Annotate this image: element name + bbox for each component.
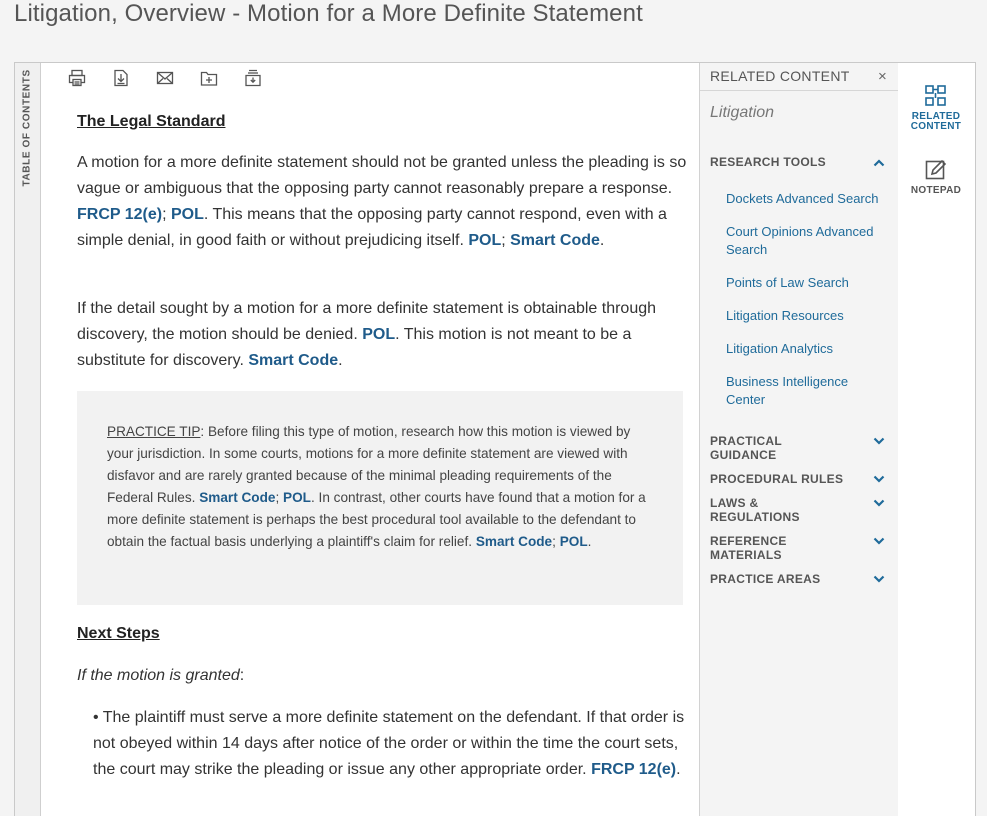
text: If the motion is granted (77, 667, 240, 684)
legal-standard-heading: The Legal Standard (77, 113, 226, 130)
text: . (338, 352, 343, 369)
related-link-business-intelligence-center[interactable]: Business Intelligence Center (726, 374, 849, 407)
text: • The plaintiff must serve a more definite statement on the defendant. If that order is not obeyed within 14 days after notice of the order or within the time the court sets, the court may strike the pleading or issue any other appropriate order. (93, 709, 685, 778)
text: . This motion is not meant to be a substitute for discovery. (77, 326, 632, 369)
email-icon[interactable] (155, 68, 175, 88)
download-icon[interactable] (111, 68, 131, 88)
citation-link[interactable]: POL (468, 232, 502, 249)
section-procedural-rules[interactable]: PROCEDURAL RULES (710, 472, 844, 486)
citation-link[interactable]: Smart Code (199, 490, 276, 505)
section-laws-regulations[interactable]: LAWS & REGULATIONS (710, 496, 800, 524)
related-link-points-of-law-search[interactable]: Points of Law Search (726, 275, 849, 290)
chevron-down-icon[interactable] (872, 534, 886, 548)
text: . In contrast, other courts have found that a motion for a more definite statement is perhaps the best procedural tool available to the defendant to obtain the factual basis underlying a plaintiff's claim for relief. (107, 490, 646, 549)
citation-link[interactable]: POL (559, 534, 588, 549)
chevron-down-icon[interactable] (872, 572, 886, 586)
citation-link[interactable]: FRCP 12(e) (591, 761, 677, 778)
save-icon[interactable] (243, 68, 263, 88)
text: ; (552, 534, 560, 549)
related-content-subtitle: Litigation (710, 104, 775, 121)
tools-rail (898, 63, 974, 816)
related-content-header (700, 63, 898, 91)
page-title: Litigation, Overview - Motion for a More Definite Statement (14, 0, 643, 27)
practice-tip-label: PRACTICE TIP (107, 424, 201, 439)
text: . (676, 761, 681, 778)
citation-link[interactable]: POL (170, 206, 204, 223)
table-of-contents-tab[interactable] (15, 63, 41, 816)
next-steps-heading: Next Steps (77, 625, 160, 642)
related-link-litigation-resources[interactable]: Litigation Resources (726, 308, 844, 323)
citation-link[interactable]: Smart Code (475, 534, 553, 549)
granted-label (77, 663, 689, 689)
citation-link[interactable]: POL (362, 326, 396, 343)
chevron-down-icon[interactable] (872, 472, 886, 486)
citation-link[interactable]: Smart Code (510, 232, 600, 249)
related-content-title: RELATED CONTENT (710, 68, 850, 84)
related-link-dockets-advanced-search[interactable]: Dockets Advanced Search (726, 191, 879, 206)
text: ; (162, 206, 171, 223)
list-item (93, 705, 691, 783)
text: ; (275, 490, 284, 505)
related-content-tool[interactable] (898, 83, 974, 132)
section-research-tools[interactable]: RESEARCH TOOLS (710, 155, 826, 169)
text: . (599, 232, 605, 249)
section-practice-areas[interactable]: PRACTICE AREAS (710, 572, 821, 586)
notepad-tool-label: NOTEPAD (910, 185, 962, 196)
text: ; (501, 232, 511, 249)
related-link-court-opinions-advanced-search[interactable]: Court Opinions Advanced Search (726, 224, 874, 257)
related-content-icon (923, 83, 949, 109)
section-reference-materials[interactable]: REFERENCE MATERIALS (710, 534, 787, 562)
chevron-up-icon[interactable] (872, 156, 886, 170)
notepad-tool[interactable] (898, 157, 974, 196)
text: A motion for a more definite statement should not be granted unless the pleading is so vague or ambiguous that the opposing party cannot reasonably prepare a response. (77, 154, 687, 197)
text: . This means that the opposing party cannot respond, even with a simple denial, in good faith or without prejudicing itself. (77, 206, 667, 249)
notepad-icon (923, 157, 949, 183)
print-icon[interactable] (67, 68, 87, 88)
practice-tip-box (77, 391, 683, 605)
related-content-tool-label: RELATED CONTENT (910, 111, 962, 132)
document-frame (14, 62, 976, 816)
chevron-down-icon[interactable] (872, 496, 886, 510)
text: : (239, 667, 245, 684)
paragraph-discovery (77, 296, 689, 374)
text: Before filing this type of motion, research how this motion is viewed by your jurisdiction. In some courts, motions for a more definite statement are viewed with disfavor and are rarely granted because of the minimal pleading requirements of the Federal Rules. (107, 424, 631, 505)
citation-link[interactable]: Smart Code (248, 352, 339, 369)
related-link-litigation-analytics[interactable]: Litigation Analytics (726, 341, 833, 356)
text: If the detail sought by a motion for a more definite statement is obtainable through discovery, the motion should be denied. (77, 300, 657, 343)
practice-tip-text (107, 421, 655, 553)
text: : (200, 424, 208, 439)
citation-link[interactable]: POL (283, 490, 311, 505)
toc-label: TABLE OF CONTENTS (21, 69, 33, 187)
paragraph-legal-standard (77, 150, 689, 254)
text: . (587, 534, 592, 549)
chevron-down-icon[interactable] (872, 434, 886, 448)
related-content-panel (699, 63, 899, 816)
section-practical-guidance[interactable]: PRACTICAL GUIDANCE (710, 434, 782, 462)
close-icon[interactable]: × (878, 68, 887, 85)
add-to-folder-icon[interactable] (199, 68, 219, 88)
citation-link[interactable]: FRCP 12(e) (77, 206, 163, 223)
